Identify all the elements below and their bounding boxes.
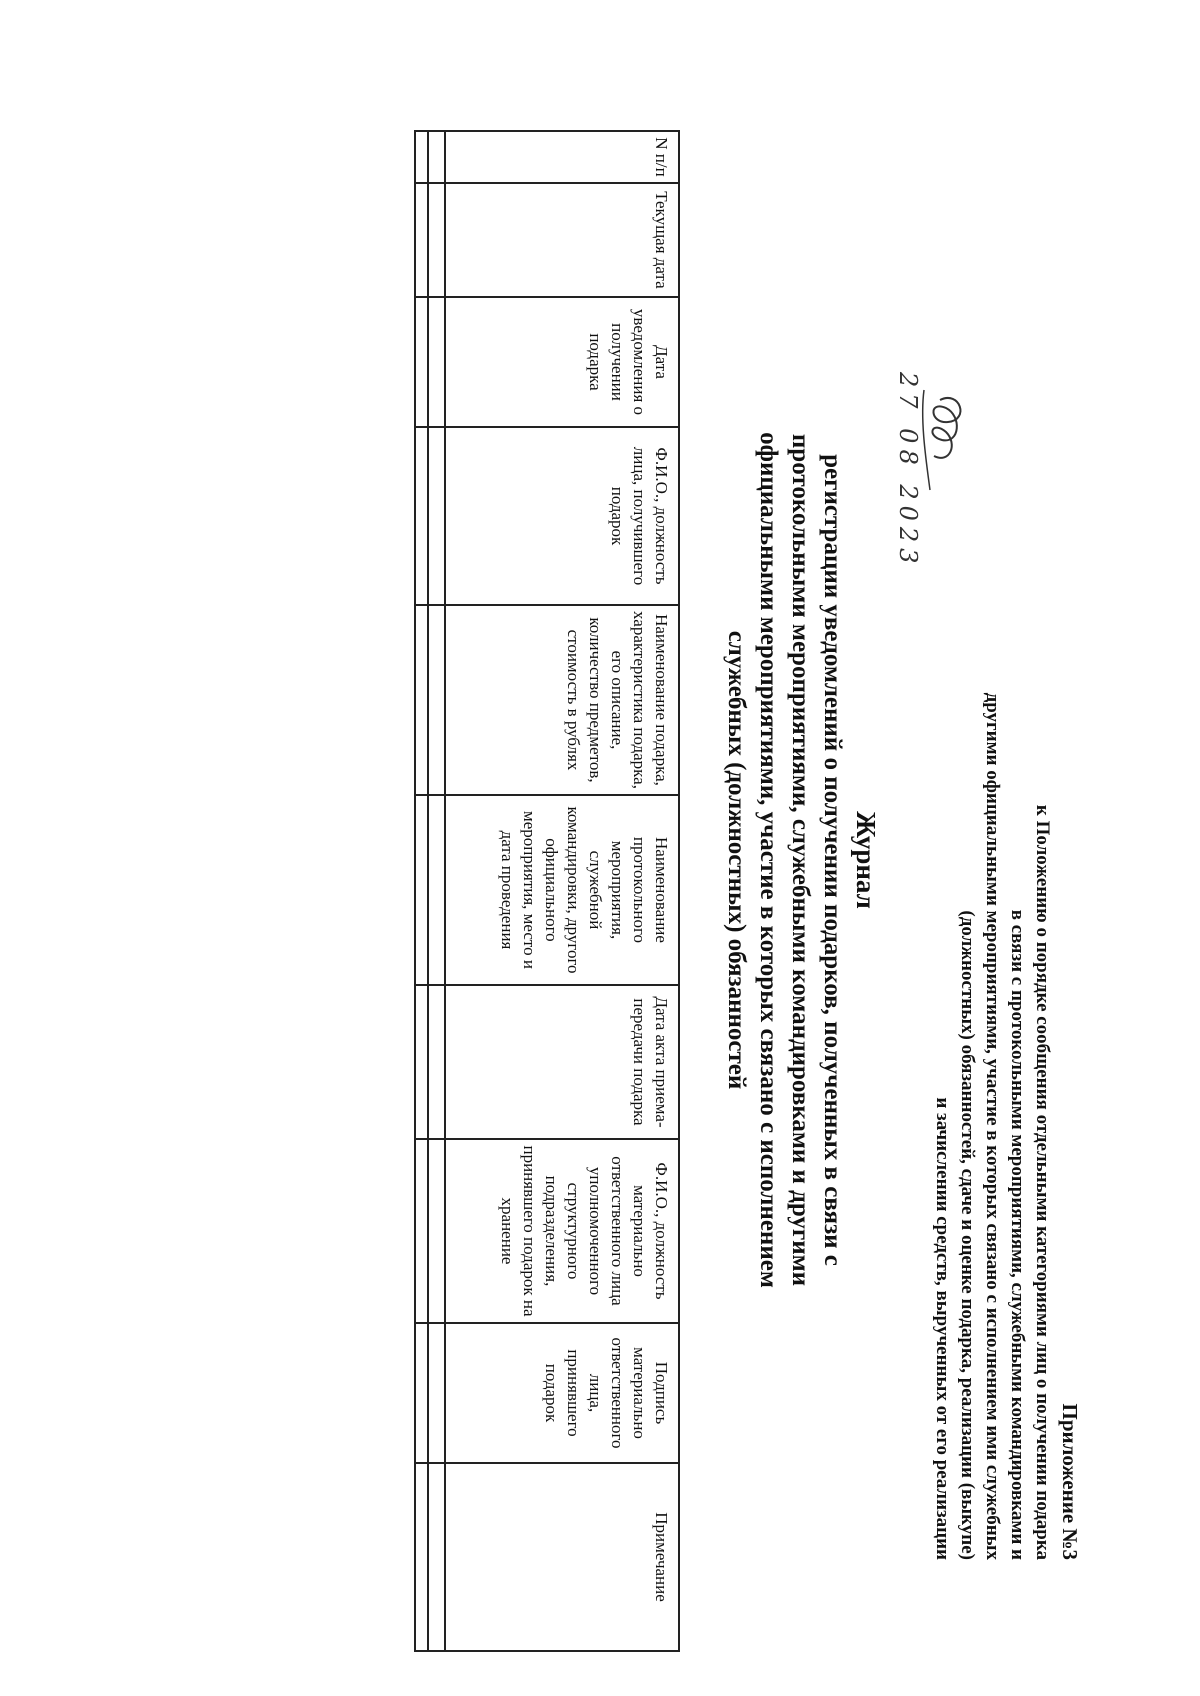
table-cell [415, 605, 428, 795]
table-cell [428, 1463, 445, 1651]
table-cell [415, 427, 428, 605]
table-cell [415, 985, 428, 1139]
registration-table [414, 130, 680, 1652]
table-cell [415, 297, 428, 427]
header-current-date: Текущая дата [445, 183, 679, 297]
table-cell [428, 605, 445, 795]
header-recipient: Ф.И.О., должность лица, получившего подарок [445, 427, 679, 605]
signature-date: 27 08 2023 [894, 372, 922, 570]
appendix-line: и зачислении средств, вырученных от его реализации [932, 1097, 953, 1560]
appendix-header [930, 60, 1082, 1560]
header-number: N п/п [445, 131, 679, 183]
header-gift-description: Наименование подарка, характеристика подарка, его описание, количество предметов, стоимость в рублях [445, 605, 679, 795]
header-notice-date: Дата уведомления о получении подарка [445, 297, 679, 427]
header-custodian: Ф.И.О., должность материально ответственного лица уполномоченного структурного подразделения, принявшего подарок на хранение [445, 1139, 679, 1323]
table-cell [428, 1323, 445, 1463]
table-cell [415, 795, 428, 985]
table-cell [415, 131, 428, 183]
table-cell [415, 183, 428, 297]
journal-subtitle-line: служебных (должностных) обязанностей [723, 630, 750, 1090]
appendix-line: к Положению о порядке сообщения отдельными категориями лиц о получении подарка [1032, 804, 1053, 1560]
header-act-date: Дата акта приема-передачи подарка [445, 985, 679, 1139]
table-cell [428, 1139, 445, 1323]
journal-subtitle-line: протокольными мероприятиями, служебными командировками и другими [787, 433, 814, 1287]
journal-subtitle-line: регистрации уведомлений о получении подарков, полученных в связи с [819, 454, 846, 1266]
table-cell [428, 427, 445, 605]
appendix-line: другими официальными мероприятиями, участие в которых связано с исполнением ими служебных [982, 692, 1003, 1560]
table-cell [428, 795, 445, 985]
table-cell [415, 1139, 428, 1323]
header-event: Наименование протокольного мероприятия, служебной командировки, другого официального мероприятия, место и дата проведения [445, 795, 679, 985]
table-header-row [445, 131, 679, 1651]
table-cell [428, 297, 445, 427]
table-cell [428, 183, 445, 297]
table-cell [415, 1463, 428, 1651]
header-custodian-signature: Подпись материально ответственного лица, принявшего подарок [445, 1323, 679, 1463]
header-note: Примечание [445, 1463, 679, 1651]
journal-subtitle-line: официальными мероприятиями, участие в которых связано с исполнением [755, 432, 782, 1288]
appendix-line: в связи с протокольными мероприятиями, служебными командировками и [1007, 909, 1028, 1560]
table-row [415, 131, 428, 1651]
appendix-number: Приложение №3 [1058, 1403, 1082, 1560]
table-row [428, 131, 445, 1651]
table-cell [428, 985, 445, 1139]
journal-title: Журнал [851, 811, 881, 909]
appendix-line: (должностных) обязанностей, сдаче и оценке подарка, реализации (выкупе) [957, 910, 978, 1560]
table-cell [428, 131, 445, 183]
table-cell [415, 1323, 428, 1463]
